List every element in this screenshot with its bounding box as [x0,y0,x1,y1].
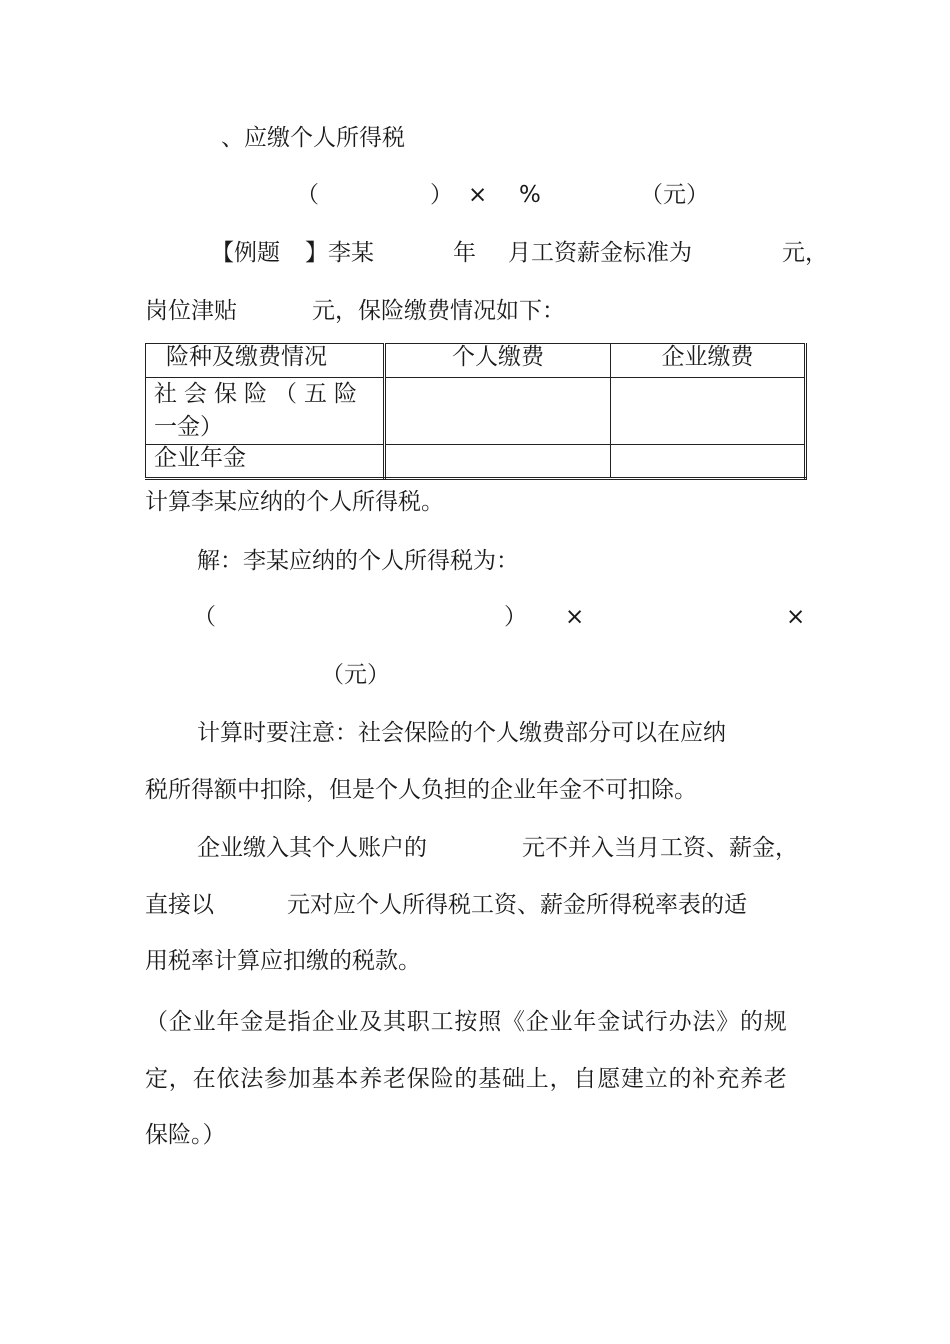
example-allowance-label: 岗位津贴 [145,298,237,324]
para2-line3: 用税率计算应扣缴的税款。 [145,948,421,974]
formula-percent-sign: % [519,182,541,208]
table-cell-enterprise [611,378,806,445]
formula-left-paren: （ [296,182,319,208]
table-cell-personal [385,445,611,479]
example-tag-close: 】李某 [305,240,374,266]
solution-intro: 解：李某应纳的个人所得税为： [197,548,519,574]
label-char: 险 [244,381,267,407]
table-cell-label: 企业年金 [146,445,385,479]
label-char: （ [274,381,297,407]
table-header-cell: 企业缴费 [611,344,806,378]
table-header-cell: 个人缴费 [385,344,611,378]
solution-times-1: × [565,604,585,630]
solution-right-paren: ） [504,604,527,630]
para2-line2-b: 元对应个人所得税工资、薪金所得税率表的适 [287,892,747,918]
definition-line-3: 保险。） [145,1122,226,1148]
para2-line2-a: 直接以 [145,892,214,918]
table-cell-label [146,378,385,445]
label-char: 保 [214,381,237,407]
para2-line1-b: 元不并入当月工资、薪金， [522,835,798,861]
label-line-1 [154,378,357,411]
formula-times-sign: × [468,182,488,208]
section-heading: 、应缴个人所得税 [221,125,405,151]
solution-times-2: × [786,604,806,630]
example-allowance-text: 元，保险缴费情况如下： [312,298,565,324]
example-year: 年 [453,240,476,266]
para2-line1-a: 企业缴入其个人账户的 [197,835,427,861]
label-char: 险 [334,381,357,407]
table-cell-enterprise [611,445,806,479]
table-header-cell: 险种及缴费情况 [146,344,385,378]
solution-unit: （元） [321,662,390,688]
label-char: 会 [184,381,207,407]
note-line-1 [197,722,808,745]
definition-line-1: （企业年金是指企业及其职工按照《企业年金试行办法》的规 [145,1009,788,1035]
table-row [146,378,806,445]
label-line-2: 一金） [154,414,223,440]
example-yuan: 元， [782,240,828,266]
label-char: 五 [304,381,327,407]
table-row [146,445,806,479]
example-salary-text: 月工资薪金标准为 [508,240,692,266]
formula-right-paren: ） [430,182,453,208]
note-line-2: 税所得额中扣除，但是个人负担的企业年金不可扣除。 [145,777,697,803]
table-header-row [146,344,806,378]
formula-unit: （元） [640,182,709,208]
table-cell-personal [385,378,611,445]
definition-line-2: 定，在依法参加基本养老保险的基础上，自愿建立的补充养老 [145,1066,788,1092]
note-line-1-text: 计算时要注意：社会保险的个人缴费部分可以在应纳 [197,720,726,746]
solution-left-paren: （ [193,604,216,630]
insurance-table [145,343,807,480]
question-text: 计算李某应纳的个人所得税。 [145,489,444,515]
example-tag-open: 【例题 [211,240,280,266]
label-char: 社 [154,381,177,407]
